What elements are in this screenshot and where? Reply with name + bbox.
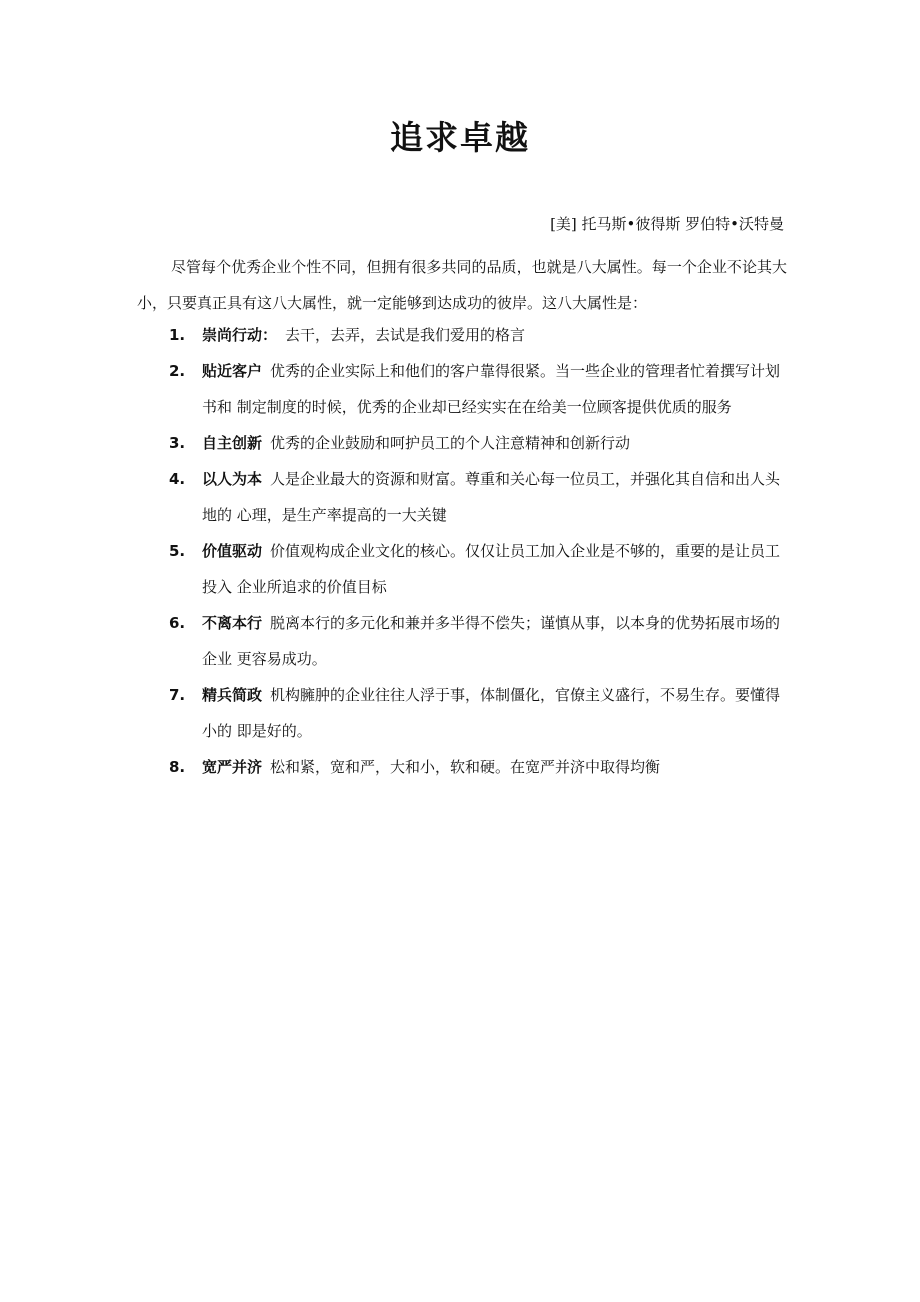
item-text: 优秀的企业实际上和他们的客户靠得很紧。当一些企业的管理者忙着撰写计划书和 制定制度的时候，优秀的企业却已经实实在在给美一位顾客提供优质的服务 <box>202 362 781 416</box>
item-heading: 贴近客户 <box>202 362 263 380</box>
item-number: 4. <box>169 470 186 488</box>
item-heading: 价值驱动 <box>202 542 263 560</box>
item-number: 8. <box>169 758 186 776</box>
item-heading: 以人为本 <box>202 470 263 488</box>
item-number: 2. <box>169 362 186 380</box>
item-text: 人是企业最大的资源和财富。尊重和关心每一位员工，并强化其自信和出人头地的 心理，是生产率提高的一大关键 <box>202 470 781 524</box>
item-text: 优秀的企业鼓励和呵护员工的个人注意精神和创新行动 <box>270 434 631 452</box>
item-heading: 不离本行 <box>202 614 263 632</box>
list-item <box>137 461 787 533</box>
item-number: 3. <box>169 434 186 452</box>
item-heading: 崇尚行动： <box>202 326 278 344</box>
item-heading: 宽严并济 <box>202 758 263 776</box>
document-title: 追求卓越 <box>390 118 530 157</box>
item-text: 去干，去弄，去试是我们爱用的格言 <box>285 326 526 344</box>
item-text: 机构臃肿的企业往往人浮于事，体制僵化，官僚主义盛行，不易生存。要懂得小的 即是好的。 <box>202 686 781 740</box>
item-heading: 自主创新 <box>202 434 263 452</box>
intro-paragraph: 尽管每个优秀企业个性不同，但拥有很多共同的品质，也就是八大属性。每一个企业不论其大小，只要真正具有这八大属性，就一定能够到达成功的彼岸。这八大属性是： <box>137 258 787 312</box>
item-text: 脱离本行的多元化和兼并多半得不偿失；谨慎从事，以本身的优势拓展市场的企业 更容易成功。 <box>202 614 781 668</box>
item-number: 6. <box>169 614 186 632</box>
item-text: 价值观构成企业文化的核心。仅仅让员工加入企业是不够的，重要的是让员工投入 企业所追求的价值目标 <box>202 542 781 596</box>
list-item <box>137 677 787 749</box>
item-number: 7. <box>169 686 186 704</box>
list-item <box>137 749 787 785</box>
item-text: 松和紧，宽和严，大和小，软和硬。在宽严并济中取得均衡 <box>270 758 661 776</box>
item-number: 1. <box>169 326 186 344</box>
list-item <box>137 605 787 677</box>
item-heading: 精兵简政 <box>202 686 263 704</box>
list-item <box>137 353 787 425</box>
list-item <box>137 425 787 461</box>
author-line: [美] 托马斯•彼得斯 罗伯特•沃特曼 <box>550 215 784 233</box>
list-item <box>137 317 787 353</box>
item-number: 5. <box>169 542 186 560</box>
attribute-list <box>137 317 787 785</box>
list-item <box>137 533 787 605</box>
